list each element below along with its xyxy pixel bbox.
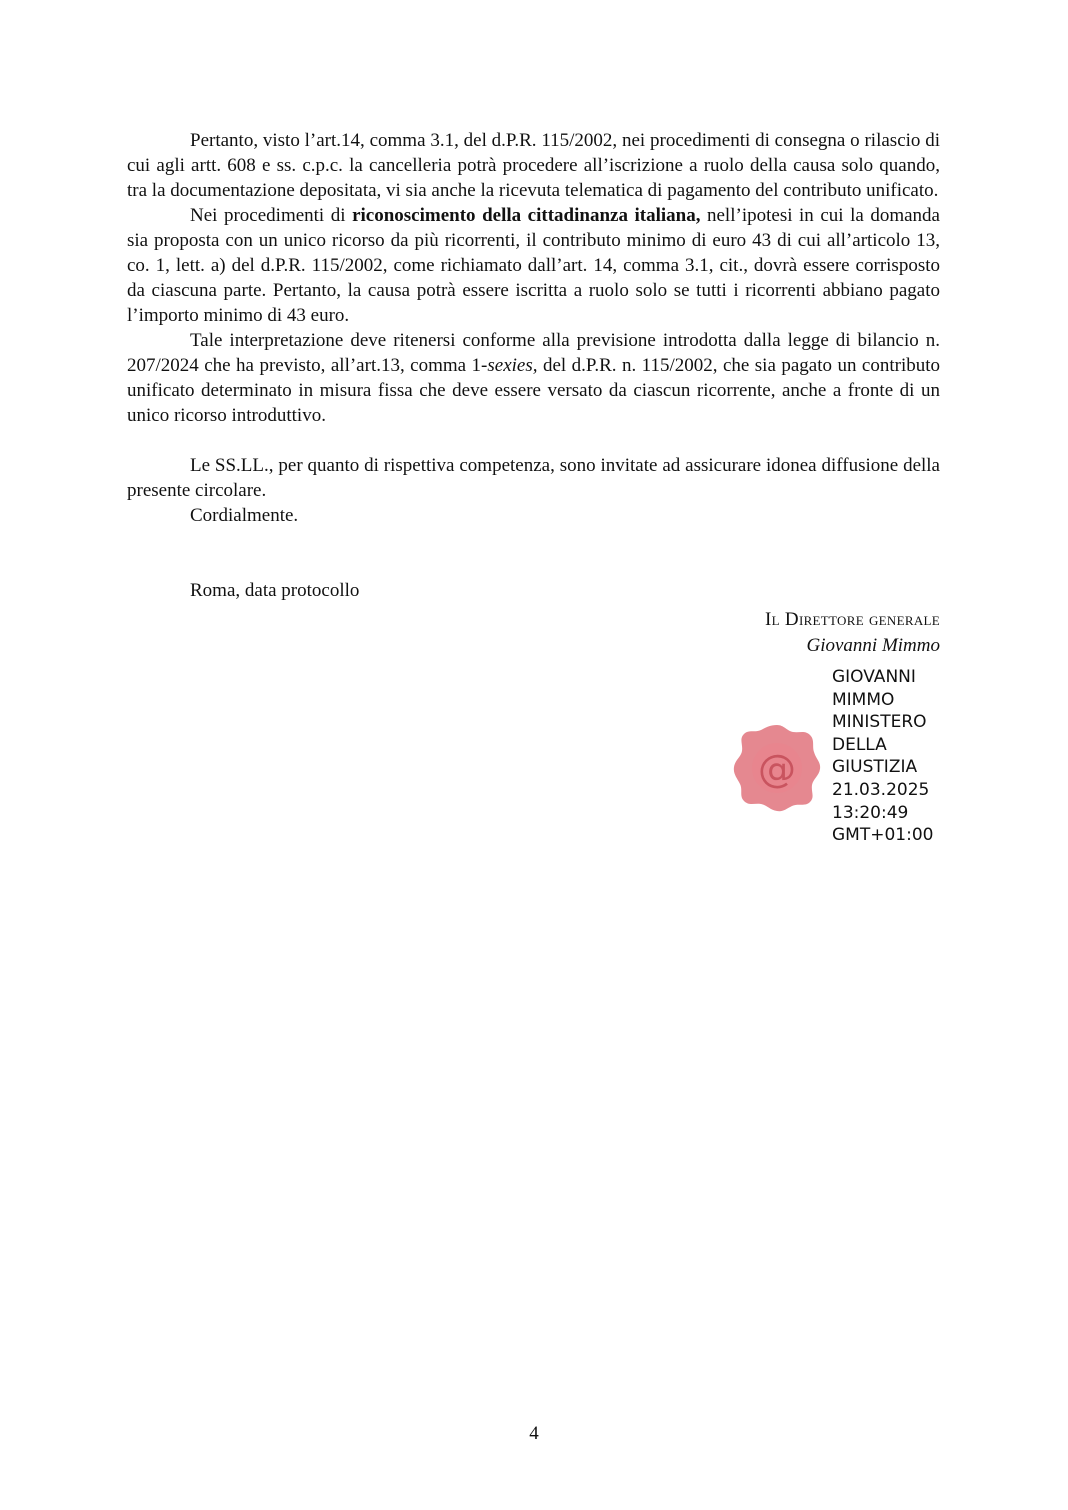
paragraph-2: [127, 203, 940, 328]
signer-role: Il Direttore generale: [765, 609, 940, 630]
paragraph-5: Cordialmente.: [190, 505, 299, 526]
sig-line: MIMMO: [832, 689, 895, 710]
place-date: Roma, data protocollo: [190, 580, 360, 601]
paragraph-1: Pertanto, visto l’art.14, comma 3.1, del d.P.R. 115/2002, nei procedimenti di consegna o rilascio di cui agli artt. 608 e ss. c.p.c. la cancelleria potrà procedere all’iscrizione a ruolo della causa solo quando, tra la documentazione depositata, vi sia anche la ricevuta telematica di pagamento del contributo unificato.: [127, 130, 940, 201]
sig-line: DELLA: [832, 734, 887, 755]
sig-line: GIOVANNI: [832, 667, 916, 687]
signature-block: [765, 607, 940, 659]
paragraph-3-italic: sexies,: [487, 355, 538, 376]
signer-name: Giovanni Mimmo: [806, 635, 940, 656]
paragraph-2-end: nell’ipotesi in cui la domanda sia proposta con un unico ricorso da più ricorrenti, il contributo minimo di euro 43 di cui all’articolo 13, co. 1, lett. a) del d.P.R. 115/2002, come richiamato dall’art. 14, comma 3.1, cit., dovrà essere corrisposto da ciascuna parte. Pertanto, la causa potrà essere iscritta a ruolo solo se tutti i ricorrenti abbiano pagato l’importo minimo di 43 euro.: [127, 205, 940, 326]
sig-line: GIUSTIZIA: [832, 757, 918, 778]
digital-seal-icon: [732, 722, 822, 812]
paragraph-2-bold: riconoscimento della cittadinanza italiana,: [352, 205, 701, 226]
sig-line: MINISTERO: [832, 712, 927, 733]
paragraph-3-start: Tale interpretazione deve ritenersi conforme alla previsione introdotta dalla legge di bilancio n. 207/2024 che ha previsto, all’art.13, comma 1-: [127, 330, 940, 376]
sig-date: 21.03.2025: [832, 779, 930, 800]
sig-time: 13:20:49: [832, 802, 909, 823]
digital-signature-details: [832, 666, 933, 847]
paragraph-3-end: del d.P.R. n. 115/2002, che sia pagato un contributo unificato determinato in misura fissa che deve essere versato da ciascun ricorrente, anche a fronte di un unico ricorso introduttivo.: [127, 355, 940, 426]
svg-text:@: @: [758, 747, 796, 791]
paragraph-4: Le SS.LL., per quanto di rispettiva competenza, sono invitate ad assicurare idonea diffusione della presente circolare.: [127, 455, 940, 501]
sig-timezone: GMT+01:00: [832, 825, 934, 846]
body-text: [127, 128, 940, 528]
paragraph-2-start: Nei procedimenti di: [190, 205, 353, 226]
page-number: 4: [529, 1423, 539, 1444]
paragraph-3: [127, 328, 940, 428]
